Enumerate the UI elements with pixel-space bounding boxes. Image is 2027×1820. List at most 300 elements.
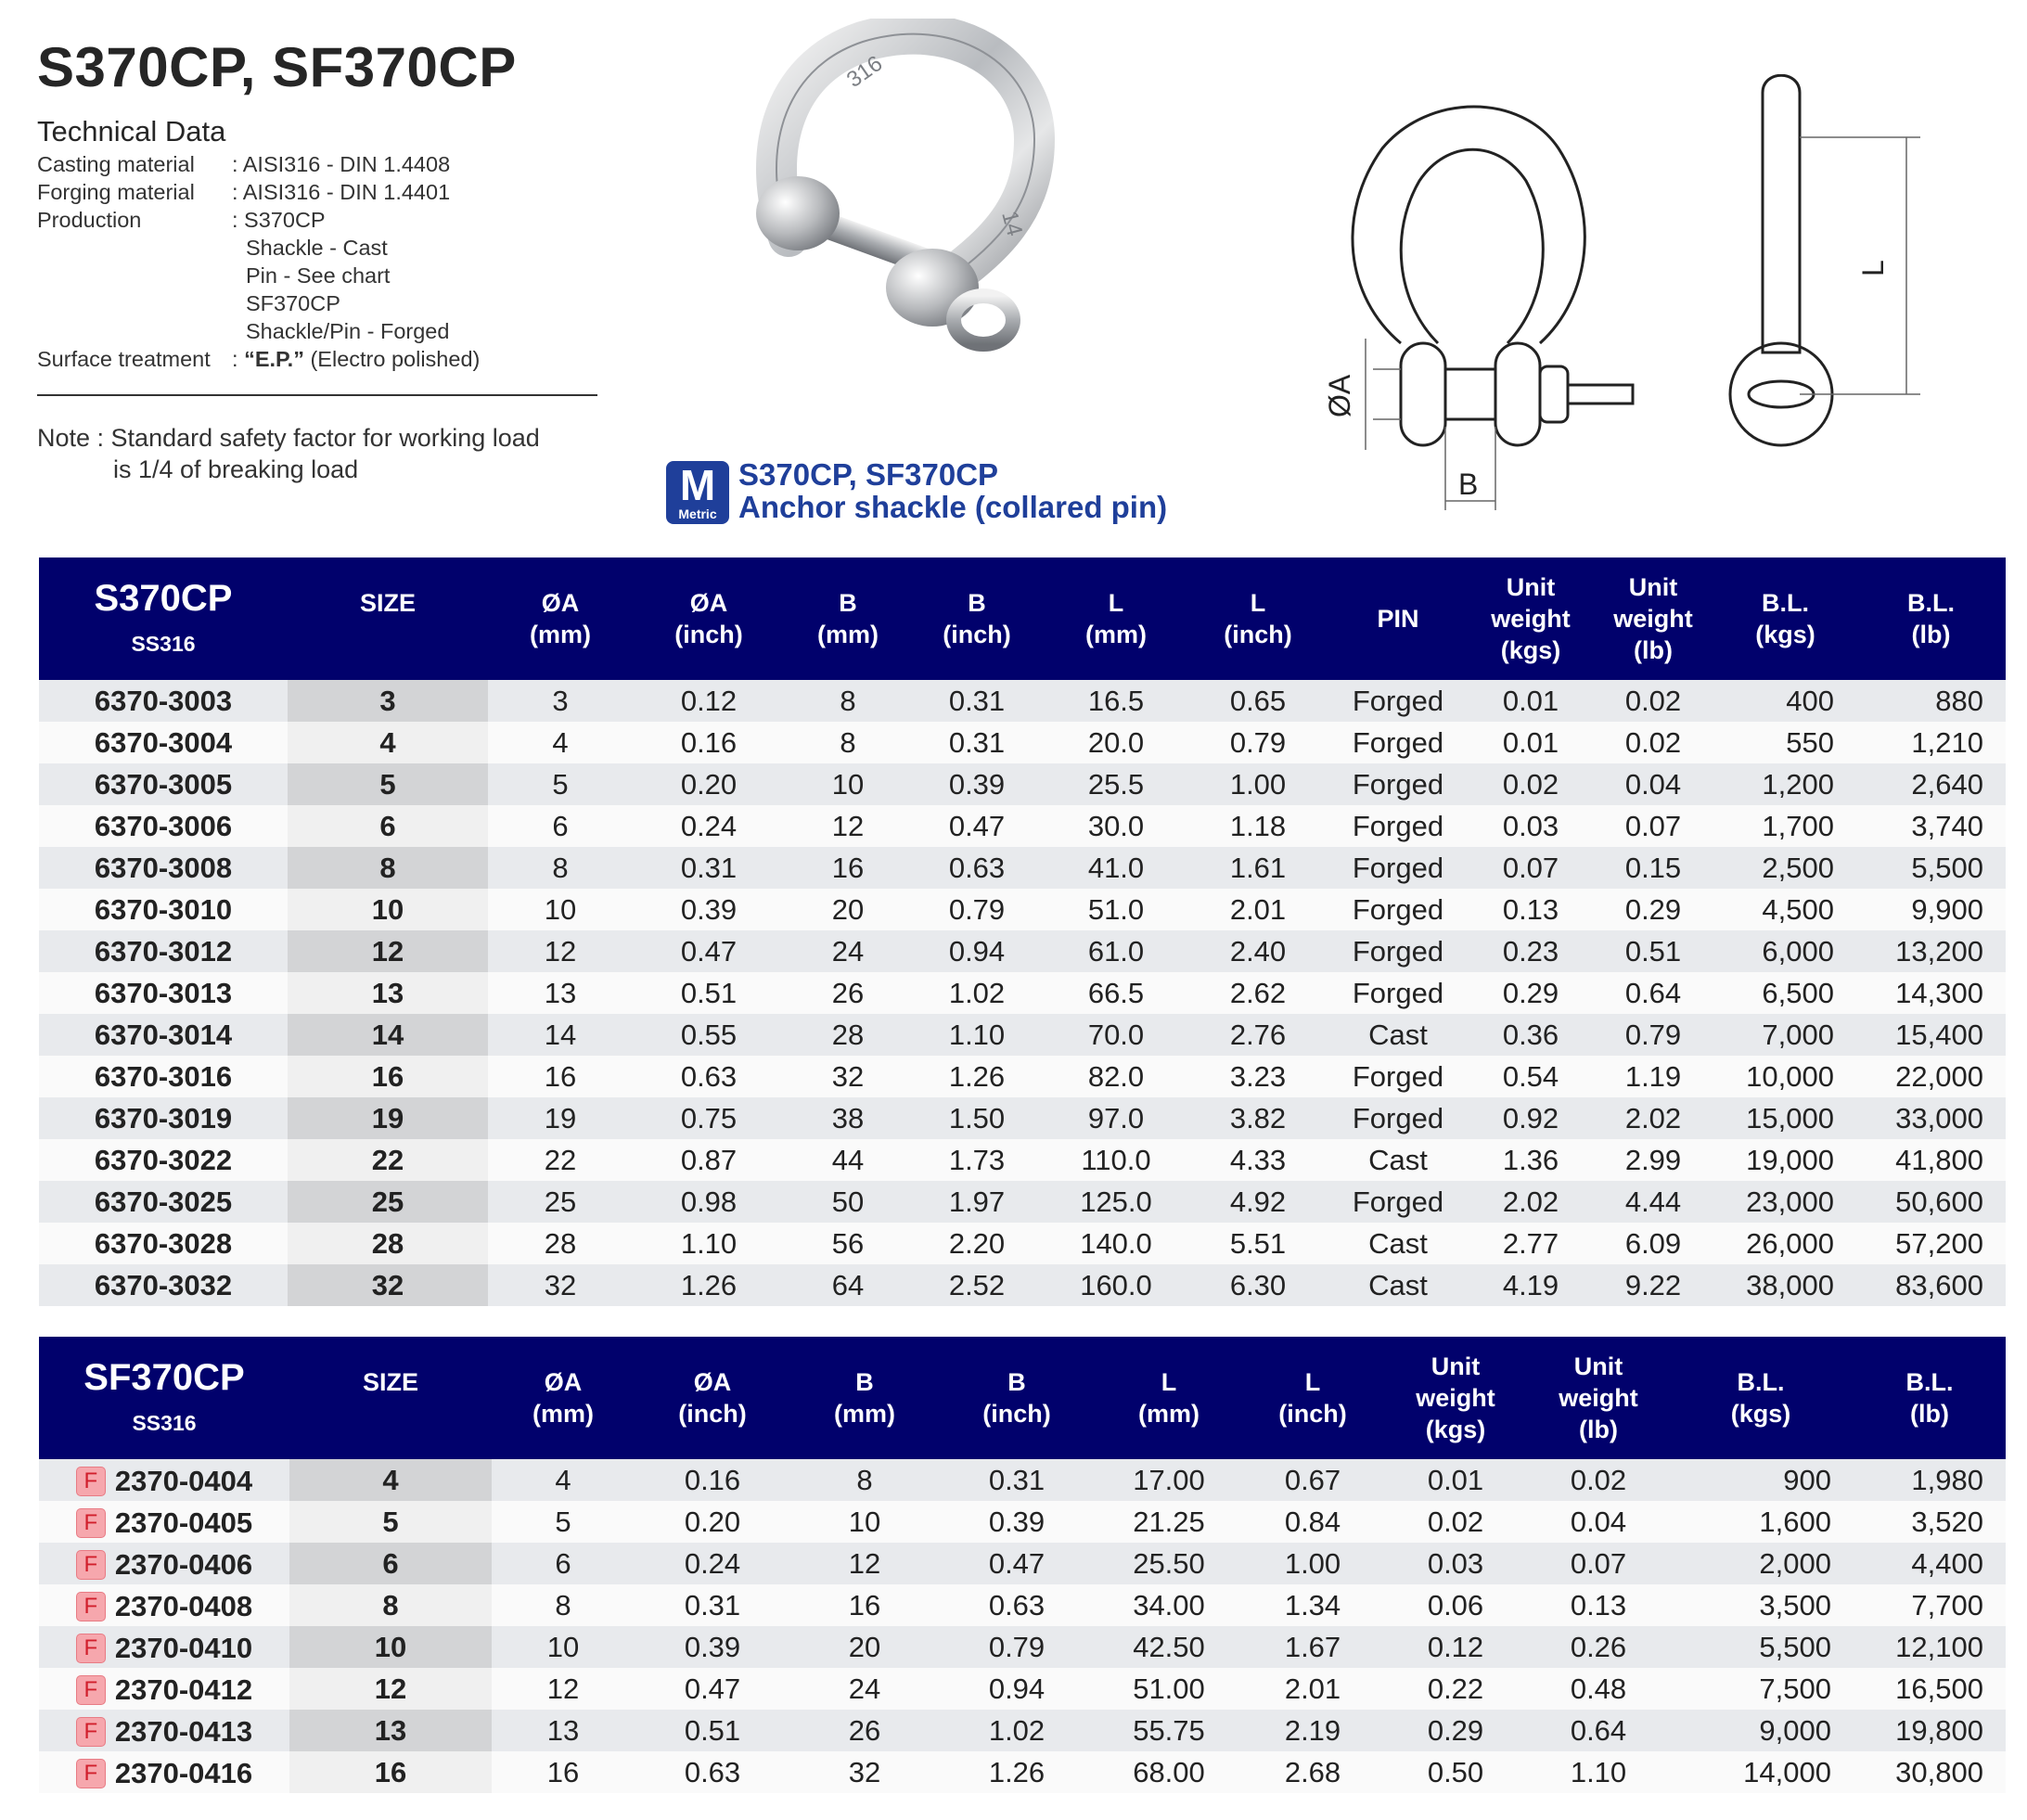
item-code-text: 2370-0405 [114, 1506, 253, 1539]
table-row [39, 1710, 2006, 1751]
table-cell: 1.19 [1592, 1056, 1714, 1097]
table-cell: Forged [1327, 930, 1469, 972]
table-cell: 61.0 [1043, 930, 1189, 972]
table-row [39, 1459, 2006, 1501]
forged-badge-icon: F [76, 1759, 106, 1788]
table-cell: 4,500 [1714, 889, 1856, 930]
col-bl-kgs: B.L. (kgs) [1714, 558, 1856, 680]
col-b-inch: B (inch) [911, 558, 1043, 680]
table-cell: 1.73 [911, 1139, 1043, 1181]
item-code: 6370-3008 [39, 847, 288, 889]
table-cell: 1.97 [911, 1181, 1043, 1223]
table-cell: 0.47 [635, 1668, 790, 1710]
table-cell: 0.47 [939, 1543, 1095, 1584]
table-cell: 3,740 [1856, 805, 2006, 847]
table-cell: 0.03 [1469, 805, 1592, 847]
table-cell: 0.64 [1592, 972, 1714, 1014]
table-cell: 8 [492, 1584, 635, 1626]
table-cell: 0.39 [911, 763, 1043, 805]
item-code: 6370-3028 [39, 1223, 288, 1264]
table-cell: 550 [1714, 722, 1856, 763]
table-cell: 400 [1714, 680, 1856, 722]
table-cell: 0.94 [911, 930, 1043, 972]
size-cell: 16 [289, 1751, 492, 1793]
table-cell: 1.10 [633, 1223, 785, 1264]
table-row [39, 1543, 2006, 1584]
table-cell: 0.29 [1592, 889, 1714, 930]
table-cell: 1.26 [939, 1751, 1095, 1793]
spec-row-casting [37, 150, 480, 178]
pin-collar [886, 249, 979, 327]
item-code-text: 2370-0412 [114, 1673, 253, 1706]
table-cell: 1,200 [1714, 763, 1856, 805]
size-cell: 16 [288, 1056, 488, 1097]
table-cell: 15,000 [1714, 1097, 1856, 1139]
col-weight-kgs: Unit weight (kgs) [1382, 1337, 1529, 1459]
table-cell: 22,000 [1856, 1056, 2006, 1097]
table-cell: 0.31 [911, 680, 1043, 722]
table-cell: 41.0 [1043, 847, 1189, 889]
size-cell: 32 [288, 1264, 488, 1306]
size-cell: 19 [288, 1097, 488, 1139]
item-code [39, 1584, 289, 1626]
table-cell: 4.92 [1189, 1181, 1327, 1223]
col-a-inch: ØA (inch) [633, 558, 785, 680]
marking-14: 14 [996, 208, 1028, 239]
table-row [39, 1626, 2006, 1668]
table-cell: 0.02 [1529, 1459, 1668, 1501]
table-row [39, 722, 2006, 763]
col-size: SIZE [289, 1337, 492, 1459]
table-cell: 880 [1856, 680, 2006, 722]
col-size: SIZE [288, 558, 488, 680]
surface-ep: “E.P.” [244, 347, 304, 371]
surface-rest: (Electro polished) [303, 347, 481, 371]
size-cell: 13 [289, 1710, 492, 1751]
table-cell: 0.79 [1189, 722, 1327, 763]
table-cell: 5,500 [1668, 1626, 1854, 1668]
col-a-inch: ØA (inch) [635, 1337, 790, 1459]
size-cell: 28 [288, 1223, 488, 1264]
label-b: B [1458, 468, 1479, 501]
marking-316: 316 [841, 50, 888, 93]
table-cell: 6,500 [1714, 972, 1856, 1014]
table-cell: 1.50 [911, 1097, 1043, 1139]
item-code: 6370-3010 [39, 889, 288, 930]
table-cell: 30.0 [1043, 805, 1189, 847]
table-row [39, 1014, 2006, 1056]
table-cell: 0.01 [1469, 680, 1592, 722]
table-row [39, 847, 2006, 889]
note-line-2: is 1/4 of breaking load [113, 455, 359, 483]
table-cell: 0.94 [939, 1668, 1095, 1710]
table-cell: 50 [785, 1181, 911, 1223]
table-cell: 1.18 [1189, 805, 1327, 847]
table-cell: 56 [785, 1223, 911, 1264]
table-cell: 3.82 [1189, 1097, 1327, 1139]
table-cell: 5.51 [1189, 1223, 1327, 1264]
table-cell: 32 [785, 1056, 911, 1097]
table-cell: 51.0 [1043, 889, 1189, 930]
table-cell: 0.39 [635, 1626, 790, 1668]
item-code [39, 1459, 289, 1501]
table-cell: 1.02 [939, 1710, 1095, 1751]
table-cell: 2.01 [1243, 1668, 1382, 1710]
table-cell: 32 [790, 1751, 939, 1793]
table-cell: 4.44 [1592, 1181, 1714, 1223]
table-cell: 25.50 [1095, 1543, 1243, 1584]
table-cell: Forged [1327, 1181, 1469, 1223]
table-cell: 10 [492, 1626, 635, 1668]
safety-note [37, 422, 540, 485]
table-row [39, 889, 2006, 930]
table-cell: 0.63 [633, 1056, 785, 1097]
table-cell: 0.20 [635, 1501, 790, 1543]
table-cell: 0.16 [633, 722, 785, 763]
table-cell: 42.50 [1095, 1626, 1243, 1668]
table-cell: 8 [488, 847, 633, 889]
series-name: SF370CP [83, 1357, 245, 1398]
table-cell: Forged [1327, 763, 1469, 805]
table-cell: 0.13 [1469, 889, 1592, 930]
table-cell: 97.0 [1043, 1097, 1189, 1139]
table-cell: 140.0 [1043, 1223, 1189, 1264]
table-cell: 14,000 [1668, 1751, 1854, 1793]
table-row [39, 1501, 2006, 1543]
table-cell: Forged [1327, 889, 1469, 930]
table-cell: 15,400 [1856, 1014, 2006, 1056]
spec-label: Surface treatment [37, 347, 211, 371]
spec-production-line: Shackle/Pin - Forged [246, 319, 450, 343]
table-cell: 0.39 [633, 889, 785, 930]
table-cell: 0.07 [1469, 847, 1592, 889]
table-cell: Forged [1327, 847, 1469, 889]
table-cell: 9,000 [1668, 1710, 1854, 1751]
item-code: 6370-3016 [39, 1056, 288, 1097]
size-cell: 12 [288, 930, 488, 972]
table-cell: 14 [488, 1014, 633, 1056]
col-bl-lb: B.L. (lb) [1854, 1337, 2006, 1459]
size-cell: 25 [288, 1181, 488, 1223]
col-a-mm: ØA (mm) [488, 558, 633, 680]
forged-badge-icon: F [76, 1717, 106, 1747]
table-cell: 13 [488, 972, 633, 1014]
s370cp-table [39, 558, 2006, 1306]
table-cell: 12,100 [1854, 1626, 2006, 1668]
table-cell: 6.30 [1189, 1264, 1327, 1306]
technical-data-heading: Technical Data [37, 115, 226, 147]
metric-letter: M [679, 461, 716, 509]
col-b-mm: B (mm) [785, 558, 911, 680]
size-cell: 12 [289, 1668, 492, 1710]
table-cell: 4,400 [1854, 1543, 2006, 1584]
size-cell: 5 [289, 1501, 492, 1543]
table-cell: 9.22 [1592, 1264, 1714, 1306]
table-cell: 25 [488, 1181, 633, 1223]
table-cell: 2,640 [1856, 763, 2006, 805]
item-code [39, 1668, 289, 1710]
col-b-inch: B (inch) [939, 1337, 1095, 1459]
pin-head [756, 176, 840, 250]
table-cell: 68.00 [1095, 1751, 1243, 1793]
item-code [39, 1751, 289, 1793]
spec-production-line: SF370CP [246, 291, 340, 315]
divider [37, 394, 597, 396]
table-cell: 33,000 [1856, 1097, 2006, 1139]
label-diameter-a: ØA [1323, 374, 1356, 417]
table-cell: 900 [1668, 1459, 1854, 1501]
table-row [39, 1668, 2006, 1710]
table-cell: 0.63 [911, 847, 1043, 889]
table-cell: 0.31 [633, 847, 785, 889]
table-cell: 0.51 [633, 972, 785, 1014]
table-cell: 0.67 [1243, 1459, 1382, 1501]
table-cell: 0.63 [635, 1751, 790, 1793]
spec-label: Production [37, 208, 142, 232]
forged-badge-icon: F [76, 1592, 106, 1621]
table-cell: 12 [492, 1668, 635, 1710]
table-cell: 2.99 [1592, 1139, 1714, 1181]
label-l: L [1856, 260, 1890, 276]
table-cell: 38,000 [1714, 1264, 1856, 1306]
item-code-text: 2370-0404 [114, 1465, 253, 1497]
table-cell: 1.00 [1243, 1543, 1382, 1584]
table-cell: 2.68 [1243, 1751, 1382, 1793]
table-cell: 0.36 [1469, 1014, 1592, 1056]
table-cell: 3.23 [1189, 1056, 1327, 1097]
table-cell: 1.10 [911, 1014, 1043, 1056]
item-code: 6370-3032 [39, 1264, 288, 1306]
table-cell: 12 [785, 805, 911, 847]
note-line-1: Note : Standard safety factor for working load [37, 424, 540, 452]
size-cell: 4 [289, 1459, 492, 1501]
table-cell: 2.52 [911, 1264, 1043, 1306]
item-code: 6370-3022 [39, 1139, 288, 1181]
sf370cp-table-body [39, 1459, 2006, 1793]
item-code: 6370-3004 [39, 722, 288, 763]
table-cell: 16 [785, 847, 911, 889]
table-row [39, 680, 2006, 722]
table-cell: 0.75 [633, 1097, 785, 1139]
table-row [39, 1097, 2006, 1139]
table-cell: 0.31 [911, 722, 1043, 763]
item-code: 6370-3005 [39, 763, 288, 805]
col-a-mm: ØA (mm) [492, 1337, 635, 1459]
forged-badge-icon: F [76, 1508, 106, 1538]
table-cell: Forged [1327, 972, 1469, 1014]
table-cell: 28 [488, 1223, 633, 1264]
col-l-mm: L (mm) [1095, 1337, 1243, 1459]
shackle-front-drawing [1280, 74, 1726, 519]
table-cell: 1.61 [1189, 847, 1327, 889]
table-cell: 14,300 [1856, 972, 2006, 1014]
table-cell: 23,000 [1714, 1181, 1856, 1223]
table-cell: 0.07 [1592, 805, 1714, 847]
item-code [39, 1543, 289, 1584]
spec-value: : S370CP [232, 208, 326, 232]
table-cell: 21.25 [1095, 1501, 1243, 1543]
table-cell: 38 [785, 1097, 911, 1139]
table-cell: 1,210 [1856, 722, 2006, 763]
table-row [39, 930, 2006, 972]
table-row [39, 972, 2006, 1014]
table-cell: 3 [488, 680, 633, 722]
item-code: 6370-3012 [39, 930, 288, 972]
table-row [39, 1139, 2006, 1181]
table-cell: 0.48 [1529, 1668, 1668, 1710]
caption-line-2: Anchor shackle (collared pin) [738, 490, 1168, 524]
item-code-text: 2370-0413 [114, 1715, 253, 1748]
table-cell: 0.31 [635, 1584, 790, 1626]
s370cp-table-body [39, 680, 2006, 1306]
table-cell: 51.00 [1095, 1668, 1243, 1710]
table-cell: 22 [488, 1139, 633, 1181]
table-cell: Cast [1327, 1014, 1469, 1056]
table-cell: 1.02 [911, 972, 1043, 1014]
forged-badge-icon: F [76, 1550, 106, 1580]
table-cell: 0.04 [1592, 763, 1714, 805]
item-code-text: 2370-0408 [114, 1590, 253, 1622]
table-cell: 0.02 [1592, 680, 1714, 722]
table-cell: 82.0 [1043, 1056, 1189, 1097]
series-name: S370CP [94, 578, 233, 619]
forged-badge-icon: F [76, 1675, 106, 1705]
spec-row-surface [37, 345, 480, 373]
size-cell: 4 [288, 722, 488, 763]
shackle-photo [724, 19, 1150, 408]
table-cell: 1.36 [1469, 1139, 1592, 1181]
table-cell: 0.03 [1382, 1543, 1529, 1584]
table-cell: 0.06 [1382, 1584, 1529, 1626]
table-row [39, 1223, 2006, 1264]
table-cell: 6.09 [1592, 1223, 1714, 1264]
table-cell: 1.10 [1529, 1751, 1668, 1793]
table-cell: 5,500 [1856, 847, 2006, 889]
table-cell: 2.40 [1189, 930, 1327, 972]
table-cell: 12 [488, 930, 633, 972]
technical-data-list [37, 150, 480, 373]
table-cell: 8 [785, 680, 911, 722]
table-cell: 25.5 [1043, 763, 1189, 805]
table-cell: 2.02 [1469, 1181, 1592, 1223]
table-cell: 8 [785, 722, 911, 763]
size-cell: 14 [288, 1014, 488, 1056]
item-code-text: 2370-0416 [114, 1757, 253, 1789]
table-cell: 0.84 [1243, 1501, 1382, 1543]
spec-production-line: Shackle - Cast [246, 236, 388, 260]
table-cell: 24 [790, 1668, 939, 1710]
table-cell: 1,600 [1668, 1501, 1854, 1543]
surface-prefix: : [232, 347, 245, 371]
table-cell: 0.63 [939, 1584, 1095, 1626]
table-cell: 0.51 [1592, 930, 1714, 972]
item-code-text: 2370-0410 [114, 1632, 253, 1664]
size-cell: 10 [288, 889, 488, 930]
table-cell: 0.12 [633, 680, 785, 722]
caption-line-1: S370CP, SF370CP [738, 457, 999, 492]
table-cell: 0.87 [633, 1139, 785, 1181]
table-cell: 0.31 [939, 1459, 1095, 1501]
table-cell: 10 [488, 889, 633, 930]
table-cell: Cast [1327, 1139, 1469, 1181]
col-l-inch: L (inch) [1189, 558, 1327, 680]
table-cell: 10 [790, 1501, 939, 1543]
table-cell: 34.00 [1095, 1584, 1243, 1626]
table-cell: 83,600 [1856, 1264, 2006, 1306]
series-header [39, 558, 288, 680]
table-cell: 0.79 [1592, 1014, 1714, 1056]
spec-value: : AISI316 - DIN 1.4408 [232, 152, 451, 176]
table-cell: 2.77 [1469, 1223, 1592, 1264]
table-cell: 41,800 [1856, 1139, 2006, 1181]
table-cell: 1.00 [1189, 763, 1327, 805]
table-cell: Forged [1327, 805, 1469, 847]
spec-label: Forging material [37, 180, 195, 204]
series-material: SS316 [131, 632, 196, 656]
table-cell: 4.19 [1469, 1264, 1592, 1306]
table-cell: 0.24 [633, 805, 785, 847]
table-cell: 0.23 [1469, 930, 1592, 972]
table-cell: 2.62 [1189, 972, 1327, 1014]
table-cell: 0.79 [939, 1626, 1095, 1668]
table-cell: 3,520 [1854, 1501, 2006, 1543]
spec-row-forging [37, 178, 480, 206]
size-cell: 5 [288, 763, 488, 805]
item-code: 6370-3006 [39, 805, 288, 847]
table-cell: 24 [785, 930, 911, 972]
table-cell: 0.79 [911, 889, 1043, 930]
table-cell: 0.29 [1382, 1710, 1529, 1751]
table-row [39, 1584, 2006, 1626]
item-code [39, 1626, 289, 1668]
table-cell: 17.00 [1095, 1459, 1243, 1501]
table-cell: 26 [790, 1710, 939, 1751]
table-cell: 19,800 [1854, 1710, 2006, 1751]
table-cell: 2.01 [1189, 889, 1327, 930]
table-cell: 0.02 [1382, 1501, 1529, 1543]
table-cell: 19,000 [1714, 1139, 1856, 1181]
sf370cp-table [39, 1337, 2006, 1793]
table-row [39, 763, 2006, 805]
table-cell: 0.13 [1529, 1584, 1668, 1626]
table-cell: 16,500 [1854, 1668, 2006, 1710]
col-b-mm: B (mm) [790, 1337, 939, 1459]
table-cell: 16 [488, 1056, 633, 1097]
table-cell: 7,700 [1854, 1584, 2006, 1626]
table-cell: 0.50 [1382, 1751, 1529, 1793]
col-l-inch: L (inch) [1243, 1337, 1382, 1459]
table-cell: 6 [492, 1543, 635, 1584]
table-cell: 70.0 [1043, 1014, 1189, 1056]
table-cell: 1.34 [1243, 1584, 1382, 1626]
table-cell: 0.92 [1469, 1097, 1592, 1139]
table-cell: 26,000 [1714, 1223, 1856, 1264]
table-cell: 0.22 [1382, 1668, 1529, 1710]
table-cell: 0.64 [1529, 1710, 1668, 1751]
size-cell: 22 [288, 1139, 488, 1181]
table-cell: 1,700 [1714, 805, 1856, 847]
table-cell: 0.39 [939, 1501, 1095, 1543]
table-cell: 8 [790, 1459, 939, 1501]
table-cell: 6 [488, 805, 633, 847]
size-cell: 10 [289, 1626, 492, 1668]
table-cell: 44 [785, 1139, 911, 1181]
table-cell: Forged [1327, 1097, 1469, 1139]
table-cell: 0.16 [635, 1459, 790, 1501]
table-row [39, 1181, 2006, 1223]
table-cell: 19 [488, 1097, 633, 1139]
table-cell: 0.47 [911, 805, 1043, 847]
